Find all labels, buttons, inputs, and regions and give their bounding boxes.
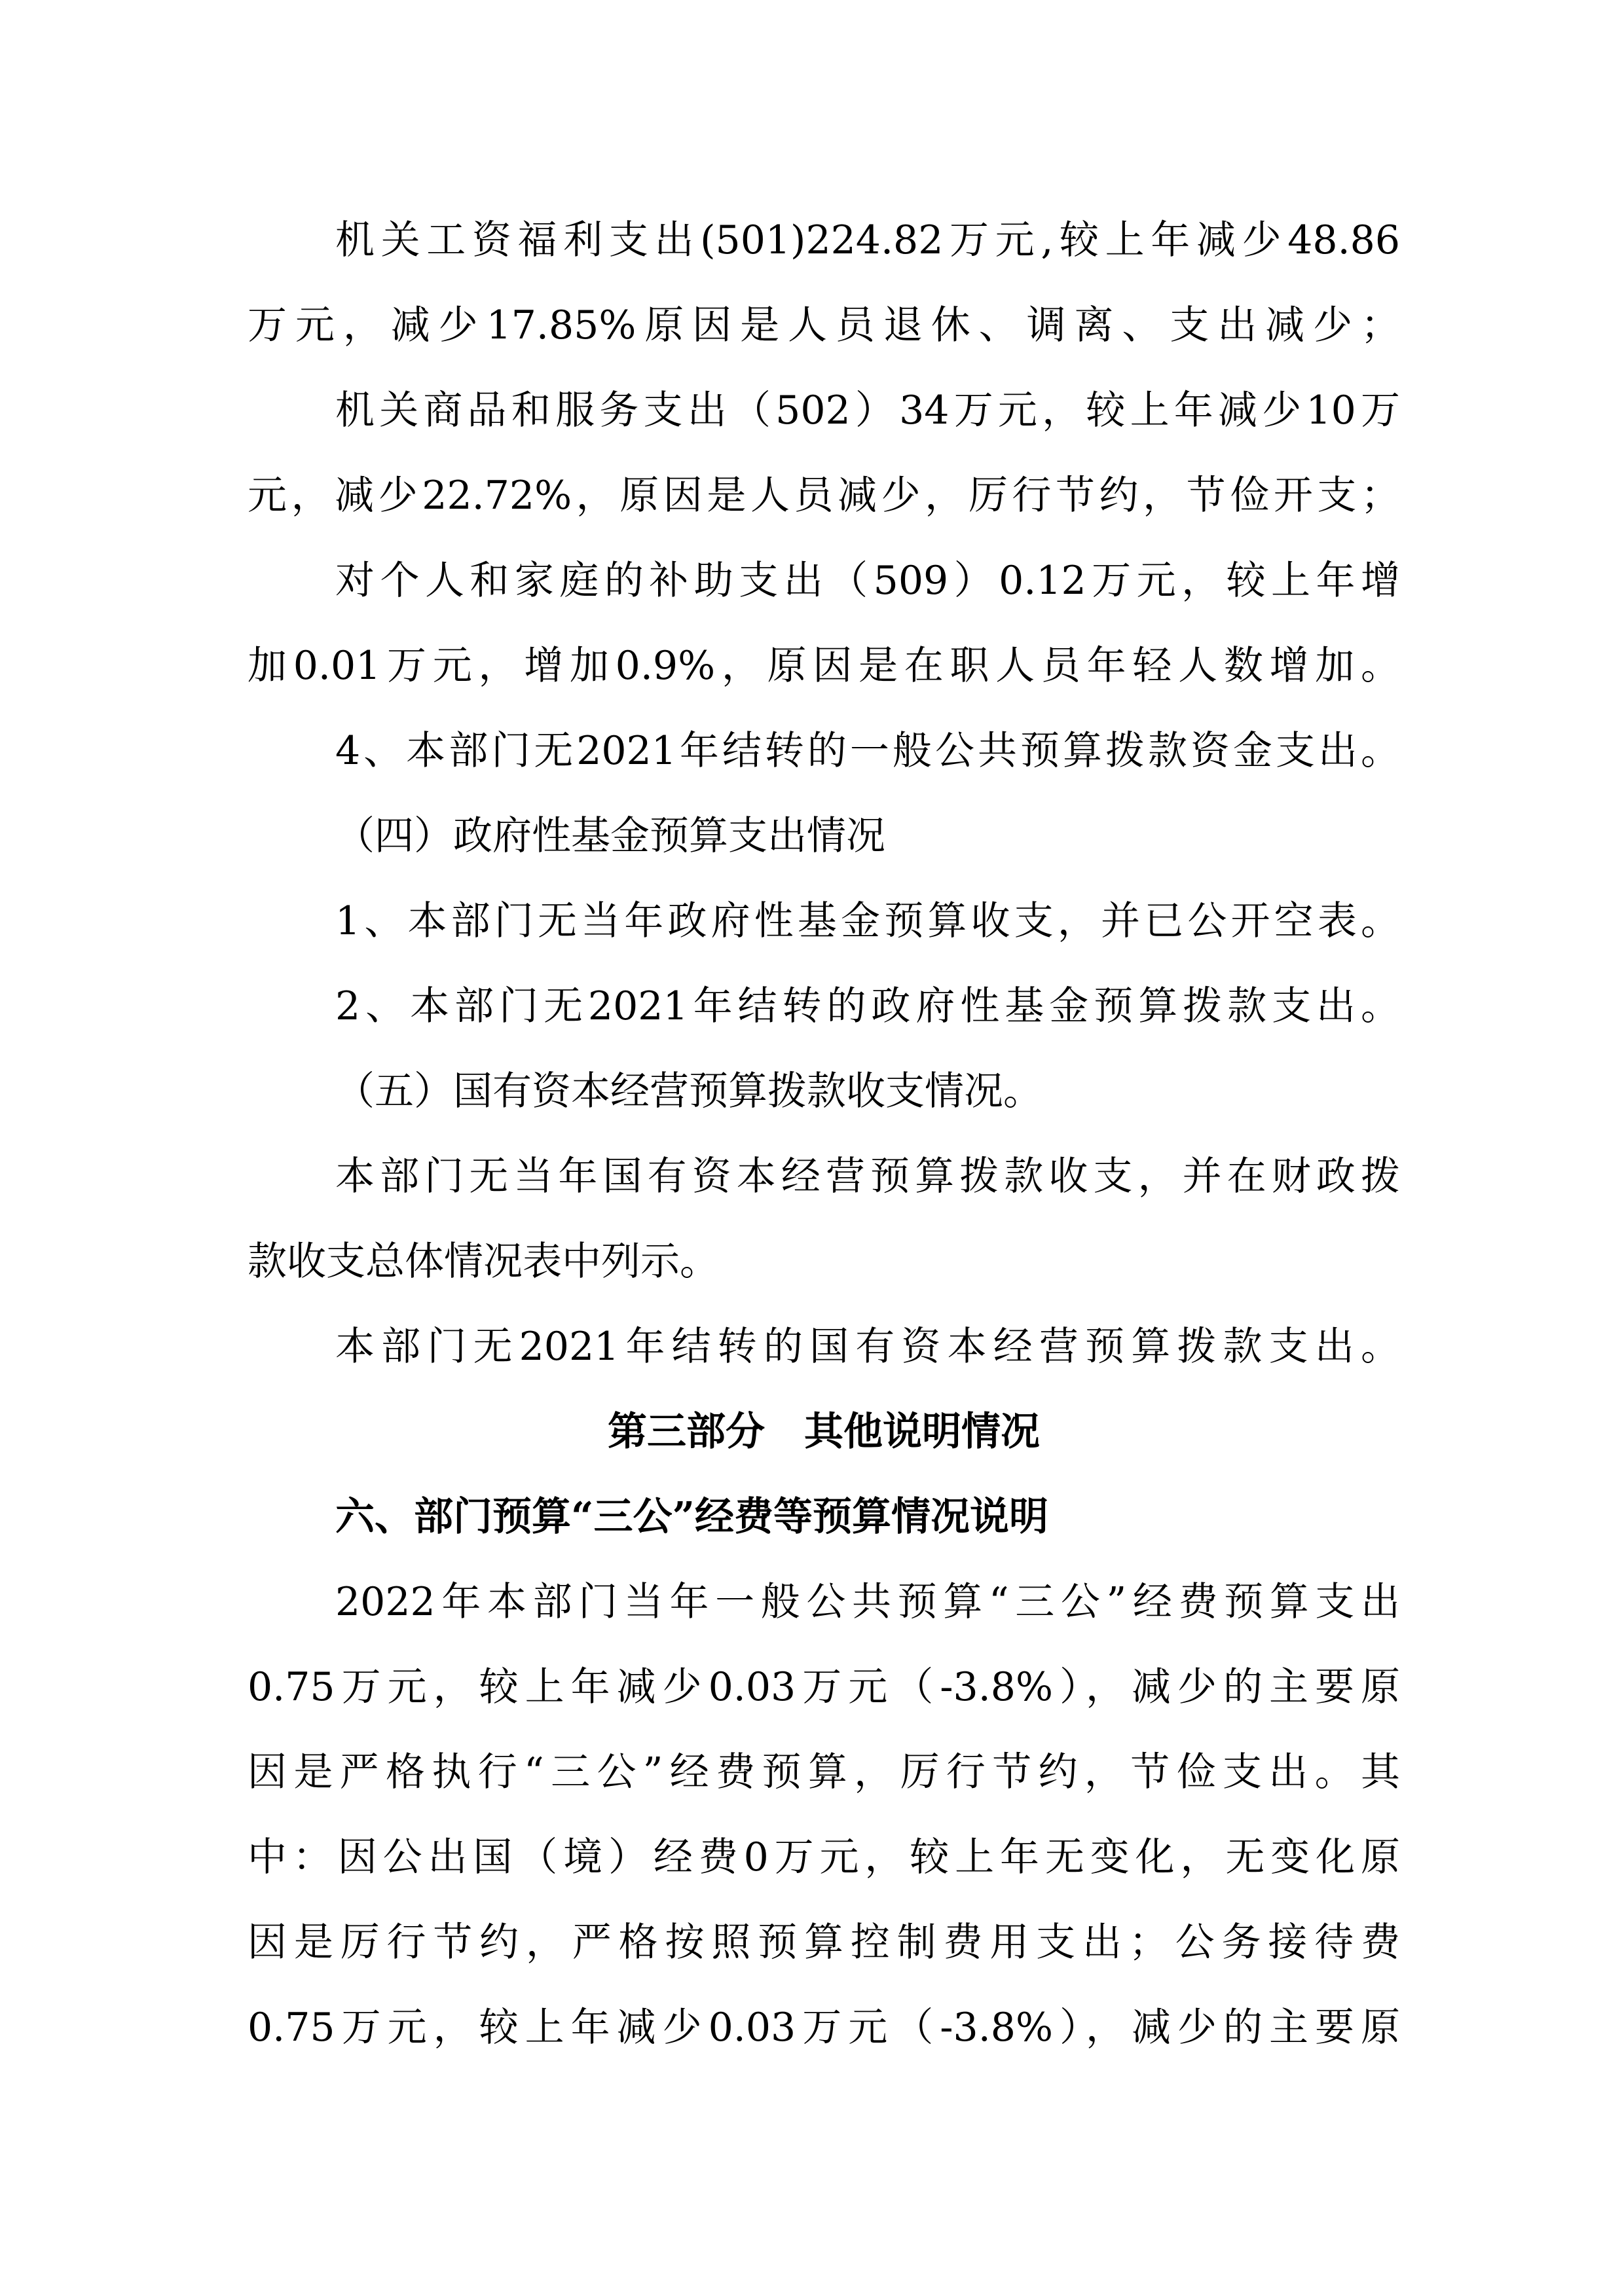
- paragraph-line: 因是严格执行“三公”经费预算，厉行节约，节俭支出。其: [248, 1749, 1400, 1795]
- paragraph-line: 2、本部门无2021年结转的政府性基金预算拨款支出。: [335, 983, 1400, 1029]
- paragraph-line: 因是厉行节约，严格按照预算控制费用支出；公务接待费: [248, 1920, 1400, 1965]
- paragraph-line: 本部门无2021年结转的国有资本经营预算拨款支出。: [335, 1324, 1400, 1370]
- paragraph-line: 本部门无当年国有资本经营预算拨款收支，并在财政拨: [335, 1154, 1400, 1199]
- paragraph-line: 中：因公出国（境）经费0万元，较上年无变化，无变化原: [248, 1834, 1400, 1880]
- section-heading: 六、部门预算“三公”经费等预算情况说明: [335, 1494, 1049, 1540]
- paragraph-line: 元，减少22.72%，原因是人员减少，厉行节约，节俭开支；: [248, 473, 1400, 519]
- paragraph-line: 加0.01万元，增加0.9%，原因是在职人员年轻人数增加。: [248, 643, 1400, 689]
- paragraph-line: 机关工资福利支出(501)224.82万元,较上年减少48.86: [335, 217, 1400, 263]
- paragraph-line: 机关商品和服务支出（502）34万元，较上年减少10万: [335, 388, 1400, 433]
- part-title: 第三部分 其他说明情况: [608, 1409, 1040, 1455]
- section-heading: （四）政府性基金预算支出情况: [335, 813, 885, 859]
- paragraph-line: 1、本部门无当年政府性基金预算收支，并已公开空表。: [335, 898, 1400, 944]
- paragraph-line: 2022年本部门当年一般公共预算“三公”经费预算支出: [335, 1579, 1400, 1625]
- paragraph-line: 0.75万元，较上年减少0.03万元（-3.8%），减少的主要原: [248, 2005, 1400, 2050]
- paragraph-line: 对个人和家庭的补助支出（509）0.12万元，较上年增: [335, 558, 1400, 604]
- section-heading: （五）国有资本经营预算拨款收支情况。: [335, 1068, 1043, 1114]
- paragraph-line: 款收支总体情况表中列示。: [248, 1239, 719, 1285]
- paragraph-line: 0.75万元，较上年减少0.03万元（-3.8%），减少的主要原: [248, 1664, 1400, 1710]
- paragraph-line: 万元，减少17.85%原因是人员退休、调离、支出减少；: [248, 302, 1400, 348]
- paragraph-line: 4、本部门无2021年结转的一般公共预算拨款资金支出。: [335, 728, 1400, 774]
